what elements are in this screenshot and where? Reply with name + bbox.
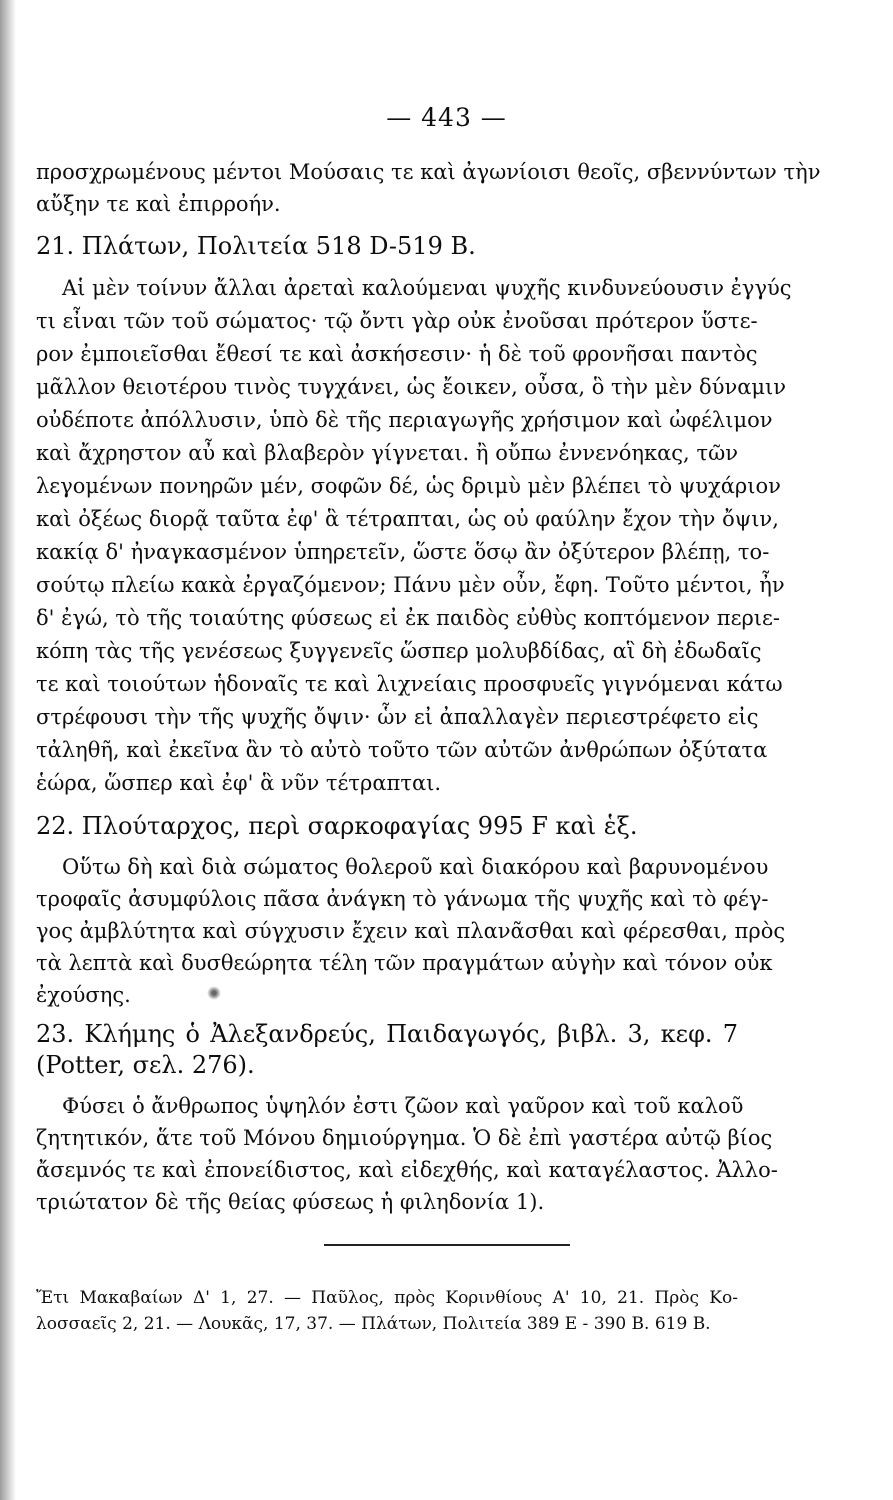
ink-blot [207,986,221,1000]
section-heading-23: 23. Κλήμης ὁ Ἀλεξανδρεύς, Παιδαγωγός, βιβλ. 3, κεφ. 7 [36,1020,738,1048]
text-line: Φύσει ὁ ἄνθρωπος ὑψηλόν ἐστι ζῶον καὶ γαῦρον καὶ τοῦ καλοῦ [62,1094,744,1118]
text-line: οὐδέποτε ἀπόλλυσιν, ὑπὸ δὲ τῆς περιαγωγῆς χρήσιμον καὶ ὠφέλιμον [36,408,773,432]
text-line: ζητητικόν, ἅτε τοῦ Μόνου δημιούργημα. Ὁ δὲ ἐπὶ γαστέρα αὐτῷ βίος [36,1126,773,1150]
section-heading-22: 22. Πλούταρχος, περὶ σαρκοφαγίας 995 F καὶ ἑξ. [36,812,638,840]
footnote-line: λοσσαεῖς 2, 21. — Λουκᾶς, 17, 37. — Πλάτων, Πολιτεία 389 E - 390 B. 619 B. [36,1314,711,1334]
text-line: μᾶλλον θειοτέρου τινὸς τυγχάνει, ὡς ἔοικεν, οὖσα, ὃ τὴν μὲν δύναμιν [36,375,787,399]
text-line: σούτῳ πλείω κακὰ ἐργαζόμενον; Πάνυ μὲν οὖν, ἔφη. Τοῦτο μέντοι, ἦν [36,573,785,597]
text-line: τὰ λεπτὰ καὶ δυσθεώρητα τέλη τῶν πραγμάτων αὐγὴν καὶ τόνον οὐκ [36,951,773,975]
section-heading-23-cont: (Potter, σελ. 276). [36,1051,255,1079]
text-line: ἄσεμνός τε καὶ ἐπονείδιστος, καὶ εἰδεχθής, καὶ καταγέλαστος. Ἀλλο- [36,1158,778,1182]
text-line: δ' ἐγώ, τὸ τῆς τοιαύτης φύσεως εἰ ἐκ παιδὸς εὐθὺς κοπτόμενον περιε- [36,606,781,630]
text-line: Αἱ μὲν τοίνυν ἄλλαι ἀρεταὶ καλούμεναι ψυχῆς κινδυνεύουσιν ἐγγύς [62,276,792,300]
text-line: γος ἀμβλύτητα καὶ σύγχυσιν ἔχειν καὶ πλανᾶσθαι καὶ φέρεσθαι, πρὸς [36,919,786,943]
footnote-divider [324,1244,570,1246]
page-number: — 443 — [386,103,507,132]
text-line: τι εἶναι τῶν τοῦ σώματος· τῷ ὄντι γὰρ οὐκ ἐνοῦσαι πρότερον ὕστε- [36,309,758,333]
text-line: τε καὶ τοιούτων ἡδοναῖς τε καὶ λιχνείαις προσφυεῖς γιγνόμεναι κάτω [36,672,783,696]
text-line: ἑώρα, ὥσπερ καὶ ἐφ' ἃ νῦν τέτραπται. [36,771,442,795]
footnote-line: Ἔτι Μακαβαίων Δ' 1, 27. — Παῦλος, πρὸς Κορινθίους Α' 10, 21. Πρὸς Κο- [36,1288,738,1308]
page-edge-shadow [0,0,16,1500]
text-line: προσχρωμένους μέντοι Μούσαις τε καὶ ἀγωνίοισι θεοῖς, σβεννύντων τὴν [36,160,821,184]
text-line: ρον ἐμποιεῖσθαι ἔθεσί τε καὶ ἀσκήσεσιν· ἡ δὲ τοῦ φρονῆσαι παντὸς [36,342,758,366]
text-line: αὔξην τε καὶ ἐπιρροήν. [36,192,281,216]
text-line: στρέφουσι τὴν τῆς ψυχῆς ὄψιν· ὧν εἰ ἀπαλλαγὲν περιεστρέφετο εἰς [36,705,759,729]
text-line: κακίᾳ δ' ἠναγκασμένον ὑπηρετεῖν, ὥστε ὅσῳ ἂν ὀξύτερον βλέπῃ, το- [36,540,770,564]
text-line: καὶ ὀξέως διορᾷ ταῦτα ἐφ' ἃ τέτραπται, ὡς οὐ φαύλην ἔχον τὴν ὄψιν, [36,507,779,531]
text-line: ἐχούσης. [36,983,131,1007]
text-line: τροφαῖς ἀσυμφύλοις πᾶσα ἀνάγκη τὸ γάνωμα τῆς ψυχῆς καὶ τὸ φέγ- [36,887,769,911]
text-line: Οὕτω δὴ καὶ διὰ σώματος θολεροῦ καὶ διακόρου καὶ βαρυνομένου [62,855,769,879]
text-line: λεγομένων πονηρῶν μέν, σοφῶν δέ, ὡς δριμὺ μὲν βλέπει τὸ ψυχάριον [36,474,781,498]
section-heading-21: 21. Πλάτων, Πολιτεία 518 D-519 B. [36,232,476,260]
text-line: τριώτατον δὲ τῆς θείας φύσεως ἡ φιληδονία 1). [36,1190,545,1214]
text-line: καὶ ἄχρηστον αὖ καὶ βλαβερὸν γίγνεται. ἢ οὔπω ἐννενόηκας, τῶν [36,441,738,465]
text-line: τἀληθῆ, καὶ ἐκεῖνα ἂν τὸ αὐτὸ τοῦτο τῶν αὐτῶν ἀνθρώπων ὀξύτατα [36,738,768,762]
text-line: κόπη τὰς τῆς γενέσεως ξυγγενεῖς ὥσπερ μολυβδίδας, αἳ δὴ ἐδωδαῖς [36,639,762,663]
